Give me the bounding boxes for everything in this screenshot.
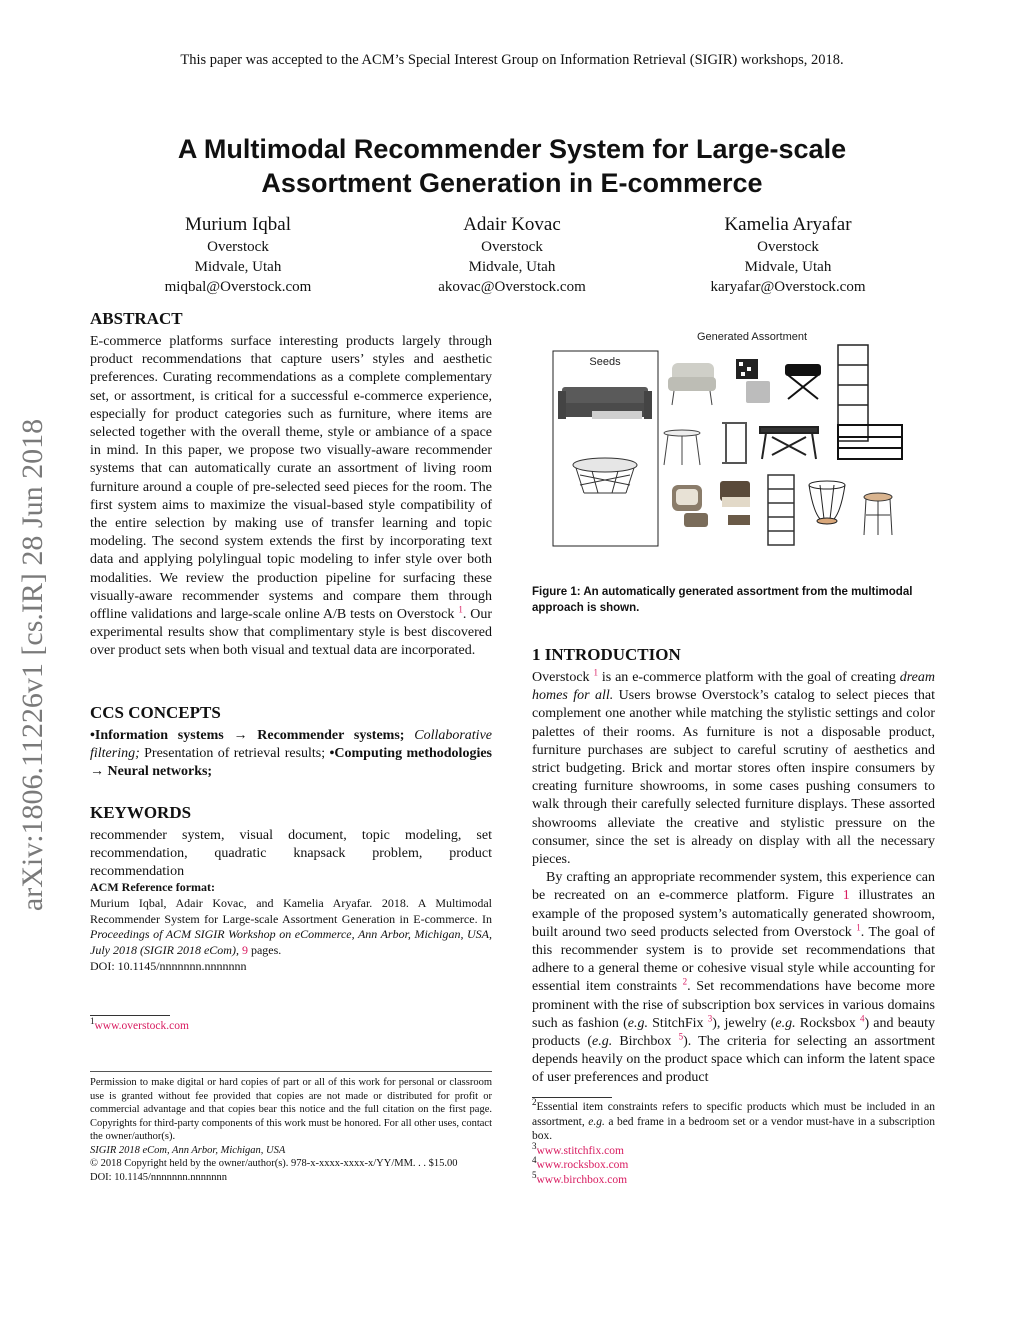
intro-paragraph-1: Overstock $^1$ is an e-commerce platform with the goal of creating dream homes for all. Users browse Overstock’s catalog to select pieces that complement one another while matching the stylistic settings and color palettes of their rooms. As furniture is not a disposable product, furniture purchases are subject to careful scrutiny of aesthetics and strict budgeting. Brick and mortar stores often inspire consumers by creating furniture showrooms, in some cases pushing consumers to walk through their carefully selected furniture displays. These assorted showrooms alleviate the creative and stylistic pressure on the consumer, since the set is already on display with all the necessary pieces. (532, 667, 935, 868)
stitchfix-link[interactable]: www.stitchfix.com (536, 1144, 624, 1157)
assortment-figure (532, 325, 935, 575)
seeds-label: Seeds (589, 356, 621, 368)
author-location: Midvale, Utah (194, 259, 282, 275)
author-email: miqbal@Overstock.com (164, 279, 312, 295)
author-affiliation: Overstock (481, 239, 543, 255)
footnote-2: $^2$Essential item constraints refers to specific products which must be included in an assortment, e.g. a bed frame in a bedroom set or a vendor must-have in a subscription box. (532, 1097, 936, 1142)
author-email: akovac@Overstock.com (438, 279, 586, 295)
footnote-rule (532, 1097, 612, 1098)
footnote-link[interactable]: 3 (707, 1013, 713, 1024)
footnote-rule (90, 1015, 170, 1016)
footnote-link[interactable]: 1 (856, 922, 861, 933)
footnote-3: $^3$www.stitchfix.com (532, 1140, 624, 1157)
title-line-2: Assortment Generation in E-commerce (261, 168, 763, 198)
permission-text: Permission to make digital or hard copies of part or all of this work for personal or classroom use is granted without fee provided that copies are not made or distributed for profit or commercial advantage and that copies bear this notice and the full citation on the first page. Copyrights for third-party components of this work must be honored. For all other uses, contact the owner/author(s). (90, 1077, 492, 1142)
footnote-link[interactable]: 1 (458, 604, 463, 615)
permission-copyright: © 2018 Copyright held by the owner/author(s). 978-x-xxxx-xxxx-x/YY/MM. . . $15.00 (90, 1158, 458, 1169)
author-name: Adair Kovac (463, 214, 561, 235)
author-affiliation: Overstock (757, 239, 819, 255)
console-table-icon (760, 427, 818, 459)
intro-paragraph-2: By crafting an appropriate recommender system, this experience can be recreated on an e-commerce platform. Figure 1 illustrates an example of the proposed system’s automatically generated showroom, built around two seed products selected from Overstock $^1$. The goal of this recommender system is to provide set recommendations that adhere to a general theme or cohesive visual style while accounting for essential item constraints $^2$. Set recommendations have become more prominent with the rise of subscription box services in various domains such as fashion (e.g. StitchFix $^3$), jewelry (e.g. Rocksbox $^4$) and beauty products (e.g. Birchbox $^5$). The criteria for selecting an assortment depends heavily on the product space which can inform the latent space of user preferences and product (532, 870, 936, 1086)
ccs-concept: Collaborative filtering; (90, 728, 493, 762)
generated-assortment-label: Generated Assortment (696, 331, 808, 343)
acm-ref-doi: DOI: 10.1145/nnnnnnn.nnnnnnn (90, 958, 247, 973)
sofa-bed-icon (558, 387, 652, 419)
permission-venue: SIGIR 2018 eCom, Ann Arbor, Michigan, USA (90, 1144, 286, 1156)
author-block (638, 213, 938, 297)
author-block (362, 213, 662, 297)
round-table-icon (573, 458, 637, 493)
acm-reference (90, 880, 492, 975)
ccs-concept: •Information systems → Recommender systems; (90, 728, 405, 743)
ccs-concept: Presentation of retrieval results; (139, 746, 326, 762)
acm-ref-citation: Murium Iqbal, Adair Kovac, and Kamelia Aryafar. 2018. A Multimodal Recommender System for Large-scale Assortment Generation in E-commerce. In (90, 895, 492, 926)
footnote-link[interactable]: 4 (859, 1013, 865, 1024)
abstract-heading: ABSTRACT (90, 309, 183, 328)
permission-block (90, 1076, 492, 1184)
footnote-1 (90, 1016, 189, 1034)
introduction-text (532, 669, 935, 1088)
keywords-heading: KEYWORDS (90, 803, 192, 822)
round-end-table-icon (864, 493, 892, 535)
author-block (88, 213, 388, 297)
acm-ref-body (90, 896, 492, 959)
wire-stool-icon (809, 481, 845, 524)
ccs-concept: •Computing methodologies → Neural networks; (90, 746, 493, 780)
author-email: karyafar@Overstock.com (710, 279, 866, 295)
footnote-link[interactable]: 2 (682, 976, 688, 987)
acceptance-notice: This paper was accepted to the ACM’s Special Interest Group on Information Retrieval (SIGIR) workshops, 2018. (180, 52, 844, 68)
birchbox-link[interactable]: www.birchbox.com (536, 1173, 628, 1186)
permission-rule (90, 1071, 492, 1072)
etagere-icon (768, 475, 794, 545)
permission-doi: DOI: 10.1145/nnnnnnn.nnnnnnn (90, 1171, 227, 1183)
page-count-link[interactable]: 9 (241, 943, 248, 958)
title-line-1: A Multimodal Recommender System for Large-scale (177, 134, 847, 164)
patterned-ottoman-icon (736, 359, 758, 379)
footnote-5: $^5$www.birchbox.com (532, 1169, 628, 1186)
abstract-body: E-commerce platforms surface interesting products largely through product recommendations that capture users’ styles and aesthetic preferences. Curating recommendations as a complete complementary set, or assortment, is critical for a successful e-commerce experience, especially for product categories such as furniture, where items are selected together with the overall theme, style or ambiance of a space in mind. In this paper, we propose two visually-aware recommender systems that can automatically curate an assortment of living room furniture around a couple of pre-selected seed pieces for the room. The first system aims to maximize the visual-based style compatibility of the entire selection by making use of transfer learning and topic modeling. The second system extends the first by incorporating text data and applying polylingual topic modeling to infer style over both modalities. We review the production pipeline for surfacing these visually-aware recommender systems and compare them through offline validations and large-scale online A/B tests on Overstock (90, 334, 492, 623)
seeds-box (553, 351, 658, 546)
overstock-link[interactable]: www.overstock.com (94, 1020, 189, 1032)
tv-stand-icon (838, 425, 902, 459)
keywords-text: recommender system, visual document, topic modeling, set recommendation, quadratic knapsack problem, product recommendation (90, 828, 492, 880)
x-bench-icon (786, 365, 820, 399)
rocksbox-link[interactable]: www.rocksbox.com (536, 1159, 629, 1171)
armchair-icon (668, 363, 716, 405)
arxiv-stamp: arXiv:1806.11226v1 [cs.IR] 28 Jun 2018 (16, 418, 49, 912)
acm-ref-pages: pages. (247, 943, 282, 958)
figure-1 (532, 325, 935, 575)
author-name: Kamelia Aryafar (724, 214, 852, 235)
c-table-icon (722, 423, 746, 463)
side-table-icon (664, 430, 700, 465)
author-name: Murium Iqbal (184, 214, 292, 235)
footnote-mark: 1 (90, 1016, 95, 1027)
acm-ref-heading: ACM Reference format: (90, 880, 216, 894)
ccs-heading: CCS CONCEPTS (90, 703, 221, 722)
tall-bookcase-icon (838, 345, 868, 441)
author-location: Midvale, Utah (468, 259, 556, 275)
author-location: Midvale, Utah (744, 259, 832, 275)
paper-title (90, 132, 934, 200)
abstract-text (90, 333, 492, 661)
acm-ref-venue: Proceedings of ACM SIGIR Workshop on eCommerce, Ann Arbor, Michigan, USA, July 2018 (SIGIR 2018 eCom), (90, 927, 492, 958)
footnote-link[interactable]: 1 (593, 667, 598, 678)
ccs-text (90, 727, 492, 782)
footnotes-right (532, 1097, 936, 1187)
wicker-chair-icon (672, 485, 708, 527)
introduction-heading: 1 INTRODUCTION (532, 645, 681, 664)
tufted-ottoman-icon (746, 381, 770, 403)
footnote-4: $^4$www.rocksbox.com (532, 1155, 629, 1171)
figure-link[interactable]: 1 (842, 888, 850, 904)
footnote-link[interactable]: 5 (678, 1031, 684, 1042)
figure-caption: Figure 1: An automatically generated assortment from the multimodal approach is shown. (532, 586, 913, 614)
author-affiliation: Overstock (207, 239, 269, 255)
abstract-body-end: . Our experimental results show that complimentary style is best discovered over product sets when both visual and textual data are incorporated. (90, 607, 492, 659)
chair-ottoman-icon (720, 481, 750, 525)
